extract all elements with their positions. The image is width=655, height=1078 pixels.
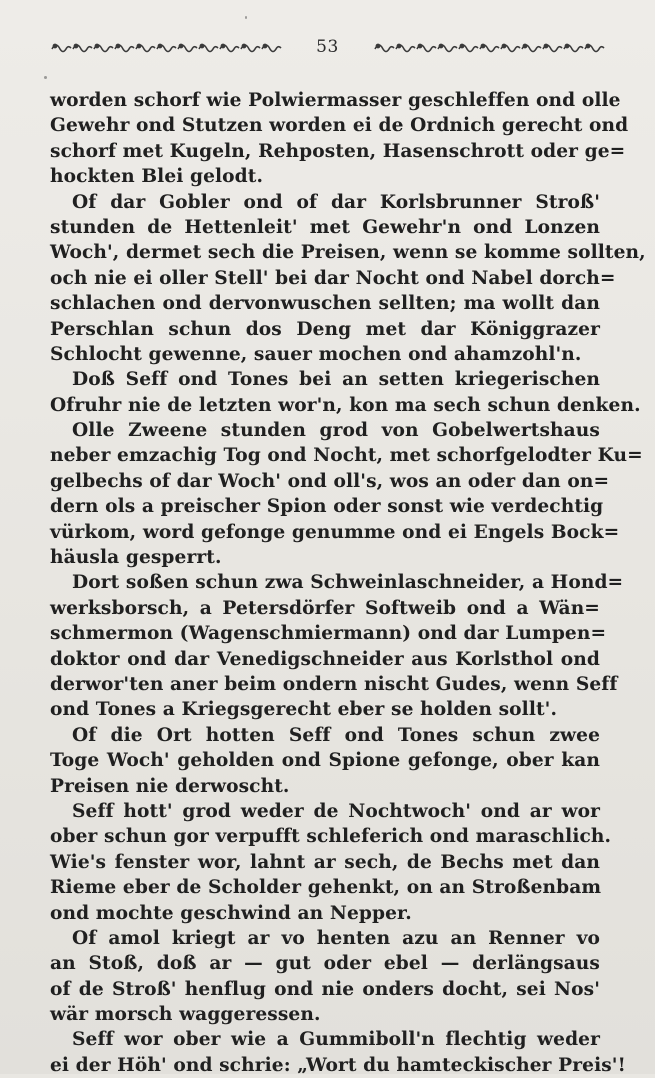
text-line: vürkom, word gefonge genumme ond ei Engels Bock= [50, 521, 620, 543]
text-line: Preisen nie derwoscht. [50, 775, 290, 797]
text-line: Ofruhr nie de letzten wor'n, kon ma sech schun denken. [50, 394, 641, 416]
text-line: Woch', dermet sech die Preisen, wenn se komme sollten, [50, 242, 646, 264]
text-line: derwor'ten aner beim ondern nischt Gudes, wenn Seff [50, 673, 618, 695]
text-line: Of dar Gobler ond of dar Korlsbrunner Stroß' [72, 191, 600, 213]
text-line: hockten Blei gelodt. [50, 166, 264, 188]
text-line: stunden de Hettenleit' met Gewehr'n ond Lonzen [50, 216, 600, 238]
text-line: Seff wor ober wie a Gummiboll'n flechtig weder [72, 1029, 600, 1051]
text-line: doktor ond dar Venedigschneider aus Korlsthol ond [50, 648, 600, 670]
text-line: Olle Zweene stunden grod von Gobelwertshaus [72, 420, 600, 442]
text-line: of de Stroß' henflug ond nie onders docht, sei Nos' [50, 978, 600, 1000]
text-line: Dort soßen schun zwa Schweinlaschneider, a Hond= [72, 572, 624, 594]
text-line: Wie's fenster wor, lahnt ar sech, de Bechs met dan [50, 851, 600, 873]
text-line: häusla gesperrt. [50, 547, 222, 569]
page-header [50, 34, 605, 60]
text-line: schlachen ond dervonwuschen sellten; ma wollt dan [50, 293, 600, 315]
text-line: Schlocht gewenne, sauer mochen ond ahamzohl'n. [50, 343, 582, 365]
text-line: schmermon (Wagenschmiermann) ond dar Lumpen= [50, 623, 607, 645]
text-line: ond Tones a Kriegsgerecht eber se holden sollt'. [50, 699, 558, 721]
text-line: Doß Seff ond Tones bei an setten kriegerischen [72, 369, 600, 391]
text-line: werksborsch, a Petersdörfer Softweib ond a Wän= [50, 597, 600, 619]
text-line: Of amol kriegt ar vo henten azu an Renner vo [72, 927, 600, 949]
left-ornament-border [50, 40, 282, 54]
text-line: an Stoß, doß ar — gut oder ebel — derlängsaus [50, 953, 600, 975]
text-line: Gewehr ond Stutzen worden ei de Ordnich gerecht ond [50, 115, 629, 137]
text-line: Of die Ort hotten Seff ond Tones schun zwee [72, 724, 600, 746]
ink-speck [44, 76, 47, 79]
right-ornament-border [373, 40, 605, 54]
text-line: gelbechs of dar Woch' ond oll's, wos an oder dan on= [50, 470, 610, 492]
text-line: Toge Woch' geholden ond Spione gefonge, ober kan [50, 750, 600, 772]
text-line: wär morsch waggeressen. [50, 1004, 321, 1026]
ink-speck [245, 16, 247, 19]
body-text [50, 88, 646, 1078]
text-line: Seff hott' grod weder de Nochtwoch' ond ar wor [72, 800, 600, 822]
text-line: worden schorf wie Polwiermasser geschleffen ond olle [50, 90, 621, 111]
text-line: Rieme eber de Scholder gehenkt, on an Stroßenbam [50, 877, 602, 899]
text-line: och nie ei oller Stell' bei dar Nocht ond Nabel dorch= [50, 267, 616, 289]
text-line: ober schun gor verpufft schleferich ond maraschlich. [50, 826, 612, 848]
page-number: 53 [316, 37, 339, 57]
text-line: ei der Höh' ond schrie: „Wort du hamteckischer Preis'! [50, 1054, 626, 1076]
text-line: dern ols a preischer Spion oder sonst wie verdechtig [50, 496, 604, 518]
text-line: Perschlan schun dos Deng met dar Königgrazer [50, 318, 600, 340]
text-line: neber emzachig Tog ond Nocht, met schorfgelodter Ku= [50, 445, 643, 467]
text-line: ond mochte geschwind an Nepper. [50, 902, 412, 924]
text-line: schorf met Kugeln, Rehposten, Hasenschrott oder ge= [50, 140, 626, 162]
